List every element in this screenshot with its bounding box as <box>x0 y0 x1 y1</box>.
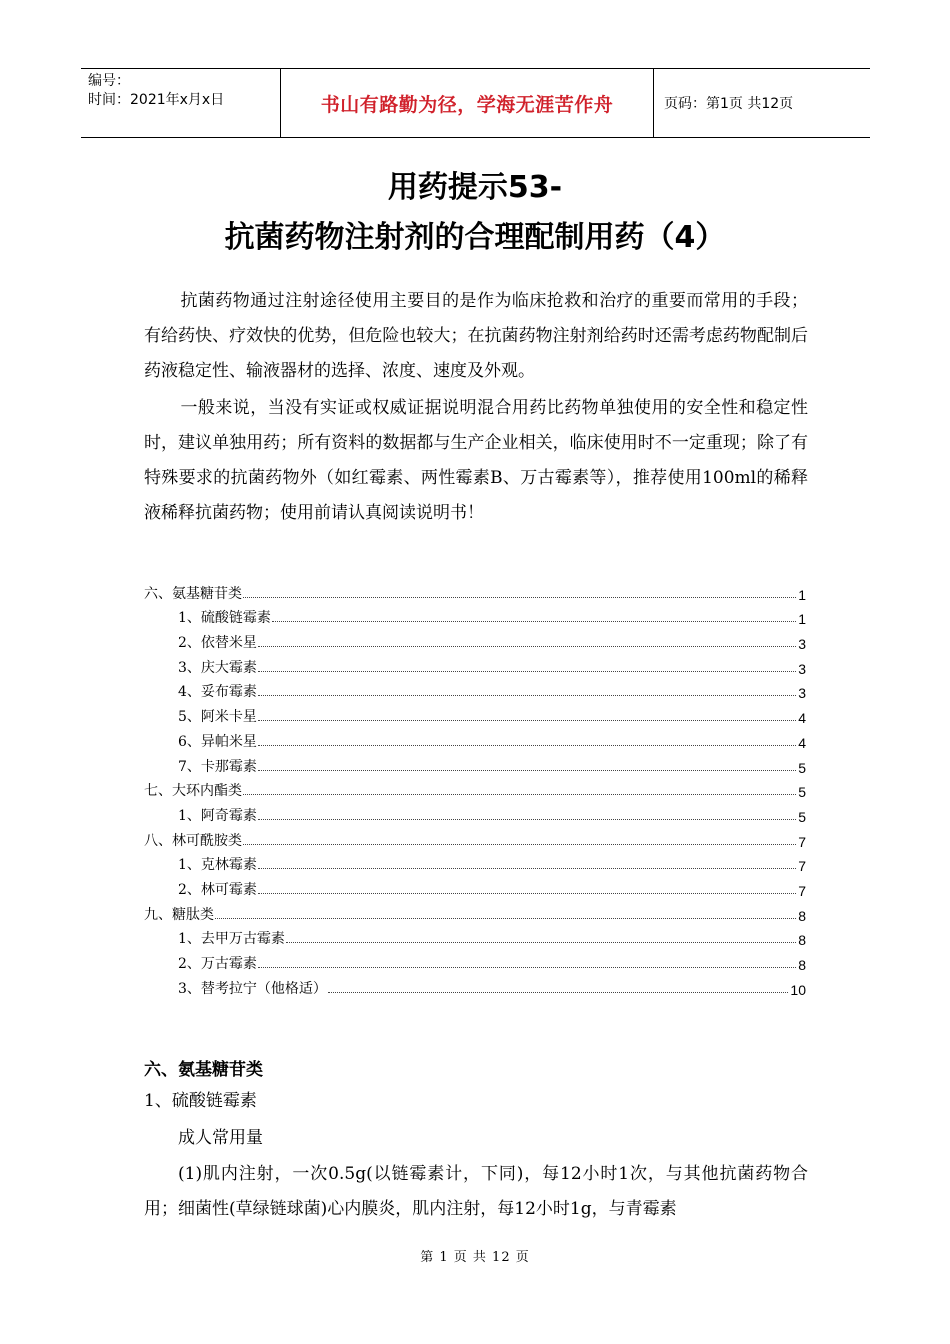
toc-entry-label: 1、硫酸链霉素 <box>178 610 271 627</box>
toc-entry-label: 3、替考拉宁（他格适） <box>178 980 327 997</box>
toc-entry[interactable] <box>144 924 806 949</box>
toc-entry-label: 4、妥布霉素 <box>178 684 257 701</box>
toc-leader-dots <box>286 941 796 943</box>
table-of-contents <box>144 578 806 998</box>
dose-heading: 成人常用量 <box>178 1128 263 1148</box>
toc-leader-dots <box>243 793 796 795</box>
toc-leader-dots <box>258 818 796 820</box>
toc-entry[interactable] <box>144 578 806 603</box>
toc-entry[interactable] <box>144 627 806 652</box>
toc-entry-label: 2、林可霉素 <box>178 881 257 898</box>
toc-entry-page: 5 <box>798 759 806 776</box>
toc-entry[interactable] <box>144 948 806 973</box>
toc-entry-label: 1、克林霉素 <box>178 857 257 874</box>
toc-entry-page: 7 <box>798 833 806 850</box>
toc-leader-dots <box>258 645 796 647</box>
header-meta <box>81 69 281 137</box>
toc-entry-label: 九、糖肽类 <box>144 906 214 923</box>
toc-entry-label: 5、阿米卡星 <box>178 709 257 726</box>
toc-leader-dots <box>215 917 796 919</box>
toc-entry-page: 4 <box>798 710 806 727</box>
toc-entry-label: 八、林可酰胺类 <box>144 832 242 849</box>
toc-entry[interactable] <box>144 776 806 801</box>
toc-entry-page: 3 <box>798 660 806 677</box>
toc-entry[interactable] <box>144 603 806 628</box>
toc-leader-dots <box>243 843 796 845</box>
toc-entry-label: 3、庆大霉素 <box>178 659 257 676</box>
toc-leader-dots <box>258 867 796 869</box>
dose-text: (1)肌内注射，一次0.5g(以链霉素计，下同)，每12小时1次，与其他抗菌药物合用；细菌性(草绿链球菌)心内膜炎，肌内注射，每12小时1g，与青霉素 <box>144 1164 808 1219</box>
toc-entry-page: 5 <box>798 808 806 825</box>
toc-leader-dots <box>258 719 796 721</box>
toc-entry-label: 6、异帕米星 <box>178 733 257 750</box>
number-label: 编号： <box>88 73 130 89</box>
toc-entry-page: 1 <box>798 586 806 603</box>
toc-entry-label: 1、阿奇霉素 <box>178 807 257 824</box>
toc-entry[interactable] <box>144 899 806 924</box>
toc-entry-page: 4 <box>798 734 806 751</box>
toc-entry[interactable] <box>144 751 806 776</box>
toc-entry[interactable] <box>144 726 806 751</box>
toc-entry-page: 5 <box>798 784 806 801</box>
toc-entry-label: 2、万古霉素 <box>178 956 257 972</box>
toc-leader-dots <box>258 892 796 894</box>
toc-entry-page: 3 <box>798 636 806 653</box>
toc-entry-page: 3 <box>798 685 806 702</box>
toc-entry[interactable] <box>144 874 806 899</box>
toc-leader-dots <box>258 670 796 672</box>
toc-leader-dots <box>258 744 796 746</box>
toc-entry-label: 六、氨基糖苷类 <box>144 585 242 602</box>
intro-paragraph-1: 抗菌药物通过注射途径使用主要目的是作为临床抢救和治疗的重要而常用的手段；有给药快、疗效快的优势，但危险也较大；在抗菌药物注射剂给药时还需考虑药物配制后药液稳定性、输液器材的选择、浓度、速度及外观。 <box>144 291 808 381</box>
time-label: 时间：2021年x月x日 <box>88 92 225 108</box>
toc-entry[interactable] <box>144 800 806 825</box>
toc-leader-dots <box>258 966 796 968</box>
section-heading: 六、氨基糖苷类 <box>144 1060 263 1080</box>
toc-entry[interactable] <box>144 850 806 875</box>
toc-entry-page: 8 <box>798 907 806 924</box>
title-line-2: 抗菌药物注射剂的合理配制用药（4） <box>224 220 726 255</box>
toc-entry-page: 7 <box>798 882 806 899</box>
toc-leader-dots <box>272 620 796 622</box>
toc-leader-dots <box>258 769 796 771</box>
toc-leader-dots <box>258 694 796 696</box>
toc-leader-dots <box>243 596 796 598</box>
toc-entry-page: 7 <box>798 858 806 875</box>
header-motto: 书山有路勤为径，学海无涯苦作舟 <box>281 69 654 137</box>
header-table <box>81 68 870 138</box>
toc-entry[interactable] <box>144 825 806 850</box>
toc-entry-page: 10 <box>790 981 806 998</box>
toc-entry-label: 7、卡那霉素 <box>178 758 257 775</box>
toc-entry-page: 1 <box>798 611 806 628</box>
toc-entry-label: 2、依替米星 <box>178 635 257 652</box>
toc-entry[interactable] <box>144 701 806 726</box>
toc-entry-page: 8 <box>798 957 806 973</box>
toc-entry-page: 8 <box>798 932 806 949</box>
title-line-1: 用药提示53- <box>387 170 563 205</box>
toc-entry[interactable] <box>144 677 806 702</box>
toc-entry-label: 1、去甲万古霉素 <box>178 931 285 948</box>
toc-leader-dots <box>328 991 789 993</box>
page-footer: 第 1 页 共 12 页 <box>420 1250 530 1265</box>
toc-entry[interactable] <box>144 973 806 998</box>
toc-entry[interactable] <box>144 652 806 677</box>
toc-entry-label: 七、大环内酯类 <box>144 783 242 800</box>
header-page-info: 页码：第1页 共12页 <box>664 96 794 112</box>
intro-paragraph-2: 一般来说，当没有实证或权威证据说明混合用药比药物单独使用的安全性和稳定性时，建议单独用药；所有资料的数据都与生产企业相关，临床使用时不一定重现；除了有特殊要求的抗菌药物外（如红霉素、两性霉素B、万古霉素等），推荐使用100ml的稀释液稀释抗菌药物；使用前请认真阅读说明书！ <box>144 398 808 523</box>
subheading: 1、硫酸链霉素 <box>144 1091 257 1111</box>
